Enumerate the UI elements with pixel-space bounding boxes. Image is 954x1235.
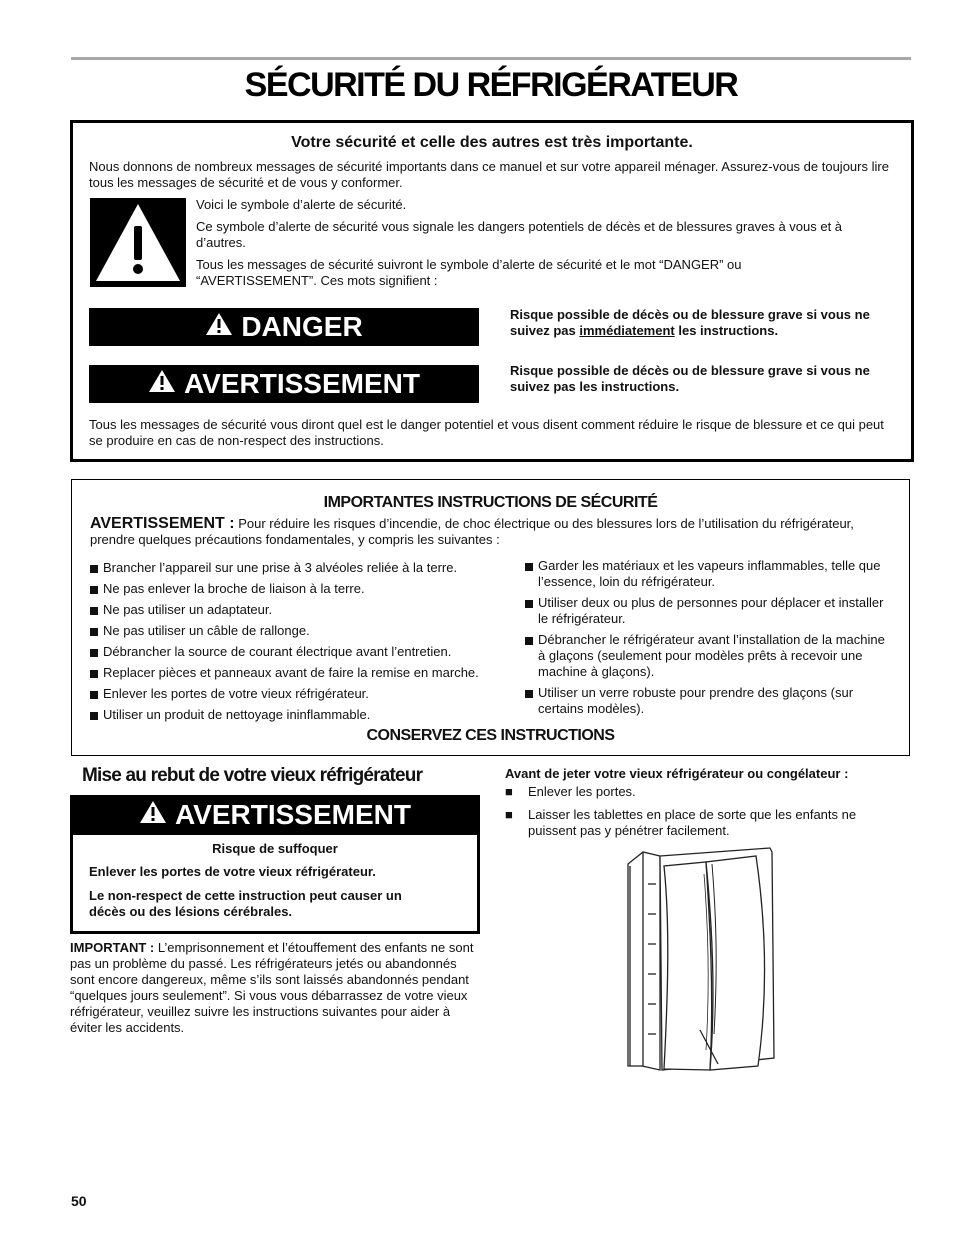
symbol-line-2: Ce symbole d’alerte de sécurité vous signale les dangers potentiels de décès et de blessures graves à vous et à d’autres. (196, 219, 843, 250)
list-item: Brancher l’appareil sur une prise à 3 alvéoles reliée à la terre. (90, 560, 520, 576)
risk-line-1: Enlever les portes de votre vieux réfrigérateur. (89, 864, 376, 879)
safety-alert-icon (90, 198, 186, 287)
list-item: Ne pas enlever la broche de liaison à la terre. (90, 581, 520, 597)
safety-intro: Nous donnons de nombreux messages de sécurité importants dans ce manuel et sur votre appareil ménager. Assurez-vous de toujours lire tous les messages de sécurité et de vous y conformer. (89, 159, 889, 190)
danger-label: DANGER (241, 311, 363, 342)
list-item: Débrancher le réfrigérateur avant l’installation de la machine à glaçons (seulement pour modèles prêts à recevoir une machine à glaçons). (525, 632, 895, 680)
list-item: Ne pas utiliser un adaptateur. (90, 602, 520, 618)
keep-instructions-footer: CONSERVEZ CES INSTRUCTIONS (366, 727, 615, 744)
instructions-left-list (90, 560, 520, 723)
danger-description: Risque possible de décès ou de blessure grave si vous ne suivez pas immédiatement les instructions. (510, 307, 870, 338)
warning-triangle-icon (148, 368, 176, 400)
symbol-line-3: Tous les messages de sécurité suivront le symbole d’alerte de sécurité et le mot “DANGER” ou “AVERTISSEMENT”. Ces mots signifient : (196, 257, 742, 288)
disposal-warning-label: AVERTISSEMENT (175, 799, 411, 830)
risk-line-2: Le non-respect de cette instruction peut causer un décès ou des lésions cérébrales. (89, 888, 402, 919)
warning-banner (89, 365, 479, 403)
list-item: Débrancher la source de courant électrique avant l’entretien. (90, 644, 520, 660)
warning-description: Risque possible de décès ou de blessure grave si vous ne suivez pas les instructions. (510, 363, 870, 394)
danger-banner (89, 308, 479, 346)
list-item: Enlever les portes de votre vieux réfrigérateur. (90, 686, 520, 702)
top-rule (71, 57, 911, 60)
before-disposal-heading: Avant de jeter votre vieux réfrigérateur ou congélateur : (505, 766, 849, 781)
important-instructions-box (71, 479, 910, 756)
disposal-warning-box (70, 795, 480, 934)
symbol-line-1: Voici le symbole d’alerte de sécurité. (196, 197, 407, 212)
before-item-2: Laisser les tablettes en place de sorte que les enfants ne puissent pas y pénétrer facilement. (528, 807, 857, 838)
refrigerator-illustration (618, 844, 788, 1080)
list-item: Replacer pièces et panneaux avant de faire la remise en marche. (90, 665, 520, 681)
warning-label: AVERTISSEMENT (184, 368, 420, 399)
safety-box-heading: Votre sécurité et celle des autres est très importante. (291, 134, 693, 151)
page-number: 50 (71, 1193, 87, 1209)
list-item: Utiliser deux ou plus de personnes pour déplacer et installer le réfrigérateur. (525, 595, 895, 627)
before-item-1: Enlever les portes. (528, 784, 636, 799)
instructions-lead: AVERTISSEMENT : Pour réduire les risques d’incendie, de choc électrique ou des blessures lors de l’utilisation du réfrigérateur, prendre quelques précautions fondamentales, y compris les suivantes : (90, 515, 854, 547)
risk-title: Risque de suffoquer (212, 841, 338, 856)
list-item: Ne pas utiliser un câble de rallonge. (90, 623, 520, 639)
safety-message-box (70, 120, 914, 462)
important-paragraph: IMPORTANT : L’emprisonnement et l’étouffement des enfants ne sont pas un problème du passé. Les réfrigérateurs jetés ou abandonnés sont encore dangereux, même s’ils sont laissés abandonnés pendant “quelques jours seulement”. Si vous vous débarrassez de votre vieux réfrigérateur, veuillez suivre les instructions suivantes pour aider à éviter les accidents. (70, 940, 474, 1035)
list-item: Garder les matériaux et les vapeurs inflammables, telle que l’essence, loin du réfrigérateur. (525, 558, 895, 590)
instructions-heading: IMPORTANTES INSTRUCTIONS DE SÉCURITÉ (323, 494, 658, 511)
page-title: SÉCURITÉ DU RÉFRIGÉRATEUR (244, 66, 738, 104)
disposal-heading: Mise au rebut de votre vieux réfrigérateur (82, 765, 423, 786)
list-item: Utiliser un produit de nettoyage ininflammable. (90, 707, 520, 723)
safety-closing: Tous les messages de sécurité vous diront quel est le danger potentiel et vous disent comment réduire le risque de blessure et ce qui peut se produire en cas de non-respect des instructions. (89, 417, 884, 448)
warning-triangle-icon (205, 311, 233, 343)
instructions-right-list (525, 558, 895, 717)
list-item: Utiliser un verre robuste pour prendre des glaçons (sur certains modèles). (525, 685, 895, 717)
